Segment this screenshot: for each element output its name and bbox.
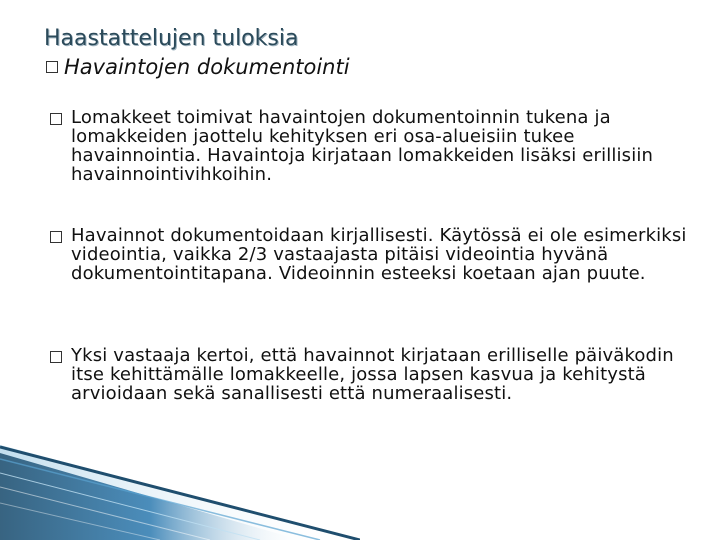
bullet-text: Havainnot dokumentoidaan kirjallisesti. Käytössä ei ole esimerkiksi videointia, vaikka 2/3 vastaajasta pitäisi videointia hyvänä dokumentointitapana. Videoinnin esteeksi koetaan ajan puute. (71, 225, 687, 284)
bullet-paragraph (50, 226, 700, 283)
checkbox-bullet-icon (50, 113, 62, 125)
checkbox-bullet-icon (50, 231, 62, 243)
decorative-wave-graphic (0, 445, 360, 540)
subheading-text: Havaintojen dokumentointi (64, 55, 350, 79)
checkbox-bullet-icon (50, 351, 62, 363)
bullet-text: Lomakkeet toimivat havaintojen dokumentoinnin tukena ja lomakkeiden jaottelu kehityksen eri osa-alueisiin tukee havainnointia. Havaintoja kirjataan lomakkeiden lisäksi erillisiin havainnointivihkoihin. (71, 107, 654, 185)
bullet-paragraph (50, 108, 700, 184)
slide-title: Haastattelujen tuloksia (44, 26, 299, 51)
checkbox-bullet-icon (46, 61, 58, 73)
bullet-paragraph (50, 346, 700, 403)
subheading (46, 55, 350, 79)
bullet-text: Yksi vastaaja kertoi, että havainnot kirjataan erilliselle päiväkodin itse kehittämälle lomakkeelle, jossa lapsen kasvua ja kehitystä arvioidaan sekä sanallisesti että numeraalisesti. (71, 345, 674, 404)
